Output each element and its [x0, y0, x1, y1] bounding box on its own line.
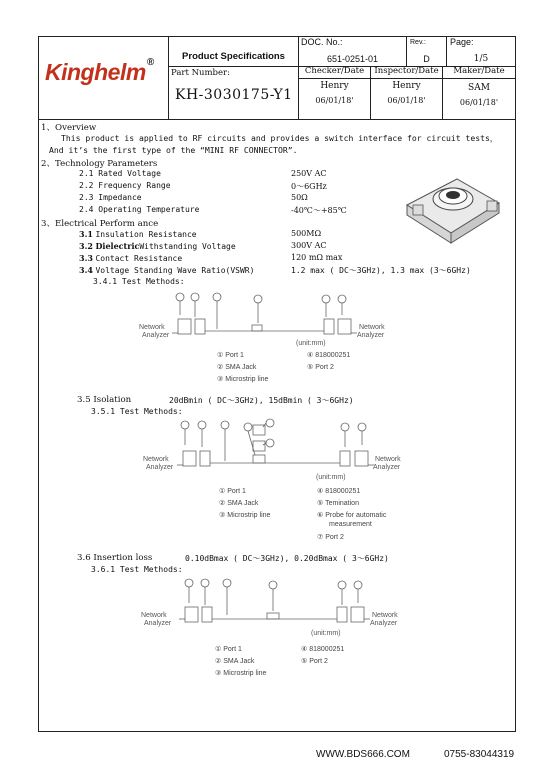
d3-legend-1: ① Port 1: [215, 646, 242, 653]
d2-legend-7: ⑦ Port 2: [317, 534, 344, 541]
d3-legend-5: ⑤ Port 2: [301, 658, 328, 665]
d2-left-network: Network: [143, 456, 169, 463]
d2-legend-1: ① Port 1: [219, 488, 246, 495]
elec-item-2-value: 300V AC: [291, 241, 327, 250]
maker-signoff: [443, 79, 515, 119]
insertion-value: 0.10dBmax ( DC～3GHz), 0.20dBmax ( 3～6GHz): [185, 554, 389, 563]
connector-product-image: [399, 165, 505, 247]
d3-left-analyzer: Analyzer: [144, 620, 172, 627]
part-number-cell: [169, 67, 299, 119]
elec-item-4-label: 3.4 Voltage Standing Wave Ratio(VSWR): [79, 265, 255, 275]
doc-no-value: 651-0251-01: [299, 52, 407, 67]
d1-right-analyzer: Analyzer: [357, 332, 385, 339]
d1-left-analyzer: Analyzer: [142, 332, 170, 339]
inspector-name: Henry: [392, 81, 421, 91]
spec-sheet-frame: [38, 36, 516, 732]
d1-legend-2: ② SMA Jack: [217, 364, 257, 371]
overview-text-1: This product is applied to RF circuits and provides a switch interface for circuit tests，: [61, 133, 498, 143]
isolation-value: 20dBmin ( DC～3GHz), 15dBmin ( 3～6GHz): [169, 396, 354, 405]
d3-legend-2: ② SMA Jack: [215, 658, 255, 665]
part-number-value: KH-3030175-Y1: [175, 87, 293, 103]
elec-item-1-value: 500MΩ: [291, 229, 322, 238]
d2-legend-6: ⑥ Probe for automatic: [317, 512, 387, 519]
d1-legend-3: ③ Microstrip line: [217, 376, 269, 383]
doc-no-label: DOC. No.:: [299, 37, 407, 52]
company-logo: Kinghelm®: [45, 57, 154, 85]
footer-website: WWW.BDS666.COM: [316, 749, 410, 760]
part-number-label: Part Number:: [171, 68, 230, 78]
d1-unit: (unit:mm): [296, 340, 326, 347]
tech-param-4-label: 2.4 Operating Temperature: [79, 205, 200, 214]
overview-heading: 1、Overview: [41, 123, 97, 133]
checker-name: Henry: [320, 81, 349, 91]
elec-item-1-label: 3.1 Insulation Resistance: [79, 229, 197, 239]
maker-date: 06/01/18': [459, 98, 499, 108]
isolation-test-diagram: [135, 415, 425, 495]
tech-param-4-value: -40℃～+85℃: [291, 206, 347, 215]
logo-cell: [39, 37, 169, 119]
overview-text-2: And it’s the first type of the “MINI RF CONNECTOR”.: [49, 145, 298, 155]
d2-legend-6b: measurement: [329, 521, 372, 528]
d1-legend-5: ⑤ Port 2: [307, 364, 334, 371]
tech-param-3-label: 2.3 Impedance: [79, 193, 142, 202]
test-method-361: 3.6.1 Test Methods:: [91, 565, 183, 574]
d2-legend-2: ② SMA Jack: [219, 500, 259, 507]
tech-param-2-label: 2.2 Frequency Range: [79, 181, 171, 190]
checker-label: Checker/Date: [299, 67, 371, 79]
tech-param-3-value: 50Ω: [291, 193, 308, 202]
d3-unit: (unit:mm): [311, 630, 341, 637]
d1-right-network: Network: [359, 324, 385, 331]
d2-right-analyzer: Analyzer: [373, 464, 401, 471]
connector-illustration: [399, 165, 505, 247]
d2-legend-5: ⑤ Temination: [317, 500, 359, 507]
header-block: [39, 37, 515, 120]
d3-right-analyzer: Analyzer: [370, 620, 398, 627]
d2-legend-3: ③ Microstrip line: [219, 512, 271, 519]
maker-label: Maker/Date: [443, 67, 515, 79]
document-body: [39, 119, 515, 731]
rev-value: D: [407, 52, 447, 67]
d3-right-network: Network: [372, 612, 398, 619]
checker-signoff: [299, 79, 371, 119]
d2-right-network: Network: [375, 456, 401, 463]
test-method-351: 3.5.1 Test Methods:: [91, 407, 183, 416]
tech-param-1-label: 2.1 Rated Voltage: [79, 169, 161, 178]
insertion-test-diagram: [129, 575, 419, 651]
elec-item-4-value: 1.2 max ( DC～3GHz), 1.3 max (3～6GHz): [291, 266, 471, 275]
isolation-heading: 3.5 Isolation: [77, 395, 132, 405]
d2-legend-4: ④ 818000251: [317, 488, 361, 495]
page-label: Page:: [450, 37, 474, 47]
d1-legend-4: ④ 818000251: [307, 352, 351, 359]
elec-item-3-value: 120 mΩ max: [291, 253, 343, 262]
d1-left-network: Network: [139, 324, 165, 331]
product-spec-title: Product Specifications: [169, 37, 299, 67]
footer-phone: 0755-83044319: [444, 749, 515, 760]
tech-param-2-value: 0～6GHz: [291, 182, 327, 191]
rev-label: Rev.:: [407, 37, 447, 52]
d2-left-analyzer: Analyzer: [146, 464, 174, 471]
vswr-test-diagram: [139, 289, 419, 369]
tech-heading: 2、Technology Parameters: [41, 159, 158, 169]
d3-legend-4: ④ 818000251: [301, 646, 345, 653]
elec-heading: 3、Electrical Perform ance: [41, 219, 159, 229]
tech-param-1-value: 250V AC: [291, 169, 327, 178]
maker-name: SAM: [468, 83, 490, 93]
d3-legend-3: ③ Microstrip line: [215, 670, 267, 677]
elec-item-3-label: 3.3 Contact Resistance: [79, 253, 183, 263]
d2-unit: (unit:mm): [316, 474, 346, 481]
elec-item-2-label: 3.2 DielectricWithstanding Voltage: [79, 241, 236, 251]
test-method-341: 3.4.1 Test Methods:: [93, 277, 185, 286]
d1-legend-1: ① Port 1: [217, 352, 244, 359]
inspector-signoff: [371, 79, 443, 119]
insertion-heading: 3.6 Insertion loss: [77, 553, 153, 563]
d3-left-network: Network: [141, 612, 167, 619]
inspector-date: 06/01/18': [387, 96, 426, 106]
inspector-label: Inspector/Date: [371, 67, 443, 79]
checker-date: 06/01/18': [315, 96, 354, 106]
page-value: 1/5: [447, 52, 515, 67]
